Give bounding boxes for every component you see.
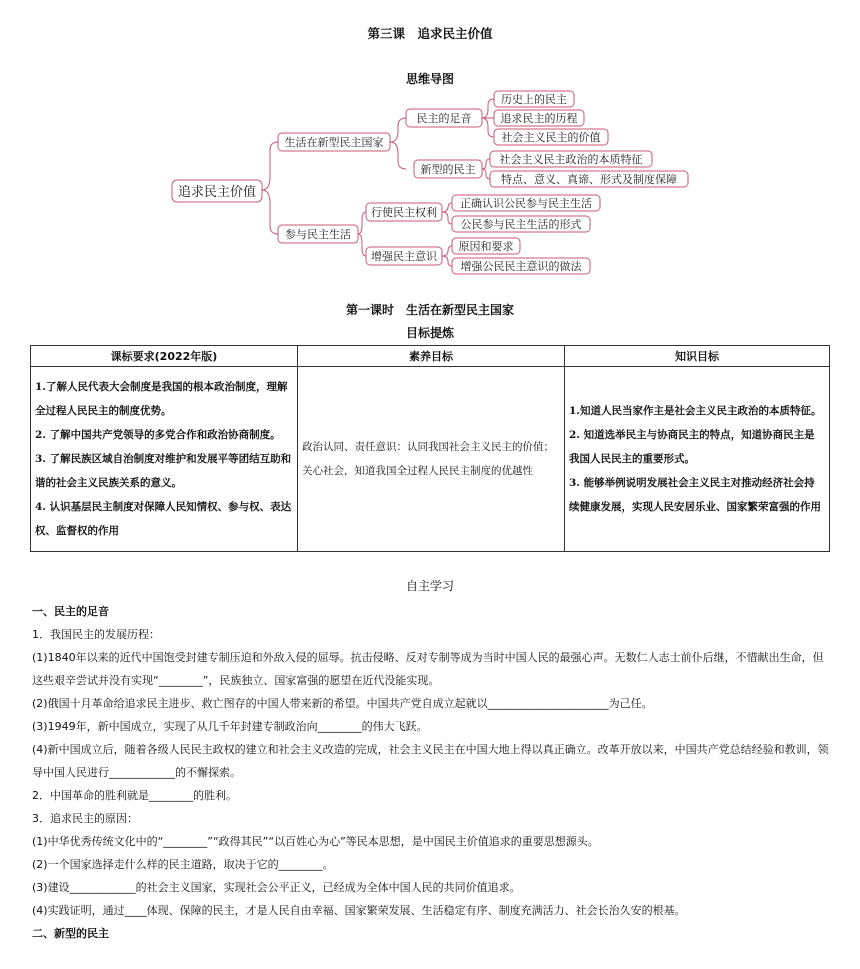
question: 3．追求民主的原因： xyxy=(32,812,138,825)
section-heading: 二、新型的民主 xyxy=(32,927,109,940)
question: (3)1949年，新中国成立，实现了从几千年封建专制政治向________的伟大飞跃。 xyxy=(32,720,428,733)
table-header: 知识目标 xyxy=(565,346,830,367)
svg-text:行使民主权利: 行使民主权利 xyxy=(371,206,437,219)
list-item: 4. 认识基层民主制度对保障人民知情权、参与权、表达权、监督权的作用 xyxy=(35,501,292,537)
curriculum-requirements-cell xyxy=(31,367,298,552)
connector xyxy=(442,246,452,256)
svg-text:民主的足音: 民主的足音 xyxy=(416,112,472,125)
connector xyxy=(262,142,278,190)
goals-title: 目标提炼 xyxy=(405,326,454,340)
mindmap-leaf xyxy=(490,151,652,167)
table-header: 课标要求(2022年版) xyxy=(31,346,298,367)
list-item: 3. 能够举例说明发展社会主义民主对推动经济社会持续健康发展，实现人民安居乐业、国家繁荣富强的作用 xyxy=(569,477,821,513)
svg-text:原因和要求: 原因和要求 xyxy=(458,240,514,253)
question: (3)建设____________的社会主义国家，实现社会公平正义，已经成为全体中国人民的共同价值追求。 xyxy=(32,881,521,894)
table-header: 素养目标 xyxy=(298,346,565,367)
mindmap-leaf xyxy=(452,258,590,274)
mindmap-node-branch2-sub1 xyxy=(366,203,442,221)
mindmap-node-branch1-sub2 xyxy=(414,160,482,178)
section-heading: 一、民主的足音 xyxy=(32,605,109,618)
mindmap-node-branch1-sub1 xyxy=(406,109,482,127)
svg-text:特点、意义、真谛、形式及制度保障: 特点、意义、真谛、形式及制度保障 xyxy=(501,173,677,186)
mindmap-leaf xyxy=(490,171,688,187)
question: (4)新中国成立后，随着各级人民民主政权的建立和社会主义改造的完成，社会主义民主在中国大地上得以真正确立。改革开放以来，中国共产党总结经验和教训，领导中国人民进行____________的不懈探索。 xyxy=(32,743,829,779)
list-item: 2. 了解中国共产党领导的多党合作和政治协商制度。 xyxy=(35,429,281,441)
connector xyxy=(262,190,278,234)
svg-text:新型的民主: 新型的民主 xyxy=(420,163,476,176)
mindmap-node-branch2-sub2 xyxy=(366,247,442,265)
list-item: 1.知道人民当家作主是社会主义民主政治的本质特征。 xyxy=(569,405,822,417)
connector xyxy=(390,142,406,169)
svg-text:追求民主价值: 追求民主价值 xyxy=(177,185,257,200)
connector xyxy=(442,212,452,224)
connector xyxy=(358,234,366,256)
competency-goals-cell xyxy=(298,367,565,552)
svg-text:社会主义民主政治的本质特征: 社会主义民主政治的本质特征 xyxy=(499,153,643,166)
mindmap-node-branch2 xyxy=(278,225,358,243)
connector xyxy=(482,118,494,137)
question: 1．我国民主的发展历程： xyxy=(32,628,160,641)
mindmap-title: 思维导图 xyxy=(405,72,454,86)
connector xyxy=(442,256,452,266)
question: 2．中国革命的胜利就是________的胜利。 xyxy=(32,789,237,802)
knowledge-goals-cell xyxy=(565,367,830,552)
mindmap-leaf xyxy=(452,238,520,254)
connector xyxy=(358,212,366,234)
mindmap-root xyxy=(172,180,262,202)
question: (4)实践证明，通过____体现、保障的民主，才是人民自由幸福、国家繁荣发展、生活稳定有序、制度充满活力、社会长治久安的根基。 xyxy=(32,904,686,917)
mindmap-leaf xyxy=(452,195,600,211)
svg-text:正确认识公民参与民主生活: 正确认识公民参与民主生活 xyxy=(460,197,592,210)
lesson-title: 第三课 追求民主价值 xyxy=(367,26,493,41)
mindmap-leaf xyxy=(452,216,590,232)
list-item: 3. 了解民族区域自治制度对维护和发展平等团结互助和谐的社会主义民族关系的意义。 xyxy=(35,453,292,489)
study-title: 自主学习 xyxy=(405,579,454,593)
svg-text:历史上的民主: 历史上的民主 xyxy=(501,93,567,106)
question: (1)中华优秀传统文化中的“________”“政得其民”“以百姓心为心”等民本思想，是中国民主价值追求的重要思想源头。 xyxy=(32,835,599,848)
svg-text:参与民主生活: 参与民主生活 xyxy=(285,228,351,241)
svg-text:增强民主意识: 增强民主意识 xyxy=(371,250,437,263)
list-item: 2. 知道选举民主与协商民主的特点，知道协商民主是我国人民民主的重要形式。 xyxy=(569,429,815,465)
goals-table xyxy=(30,345,830,552)
mindmap-leaf xyxy=(494,91,574,107)
connector xyxy=(390,118,406,142)
mindmap-leaf xyxy=(494,110,584,126)
table-row xyxy=(31,367,830,552)
period-title: 第一课时 生活在新型民主国家 xyxy=(345,303,514,317)
list-item: 1.了解人民代表大会制度是我国的根本政治制度，理解全过程人民民主的制度优势。 xyxy=(35,381,288,417)
list-item: 政治认同、责任意识：认同我国社会主义民主的价值；关心社会，知道我国全过程人民民主制度的优越性 xyxy=(302,441,554,477)
question: (2)一个国家选择走什么样的民主道路，取决于它的________。 xyxy=(32,858,334,871)
connector xyxy=(482,169,490,179)
connector xyxy=(442,203,452,212)
mindmap-leaf xyxy=(494,129,608,145)
connector xyxy=(482,159,490,169)
table-header-row xyxy=(31,346,830,367)
self-study-section xyxy=(32,600,832,945)
svg-text:增强公民民主意识的做法: 增强公民民主意识的做法 xyxy=(460,260,582,273)
question: (2)俄国十月革命给追求民主进步、救亡图存的中国人带来新的希望。中国共产党自成立起就以______________________为己任。 xyxy=(32,697,653,710)
svg-text:生活在新型民主国家: 生活在新型民主国家 xyxy=(284,136,384,149)
svg-text:追求民主的历程: 追求民主的历程 xyxy=(500,112,578,125)
svg-text:公民参与民主生活的形式: 公民参与民主生活的形式 xyxy=(460,218,582,231)
mind-map xyxy=(0,85,860,285)
question: (1)1840年以来的近代中国饱受封建专制压迫和外敌入侵的屈辱。抗击侵略、反对专制等成为当时中国人民的最强心声。无数仁人志士前仆后继，不惜献出生命，但这些艰辛尝试并没有实现“________”，民族独立、国家富强的愿望在近代没能实现。 xyxy=(32,651,824,687)
svg-text:社会主义民主的价值: 社会主义民主的价值 xyxy=(501,131,601,144)
mindmap-node-branch1 xyxy=(278,133,390,151)
connector xyxy=(482,99,494,118)
